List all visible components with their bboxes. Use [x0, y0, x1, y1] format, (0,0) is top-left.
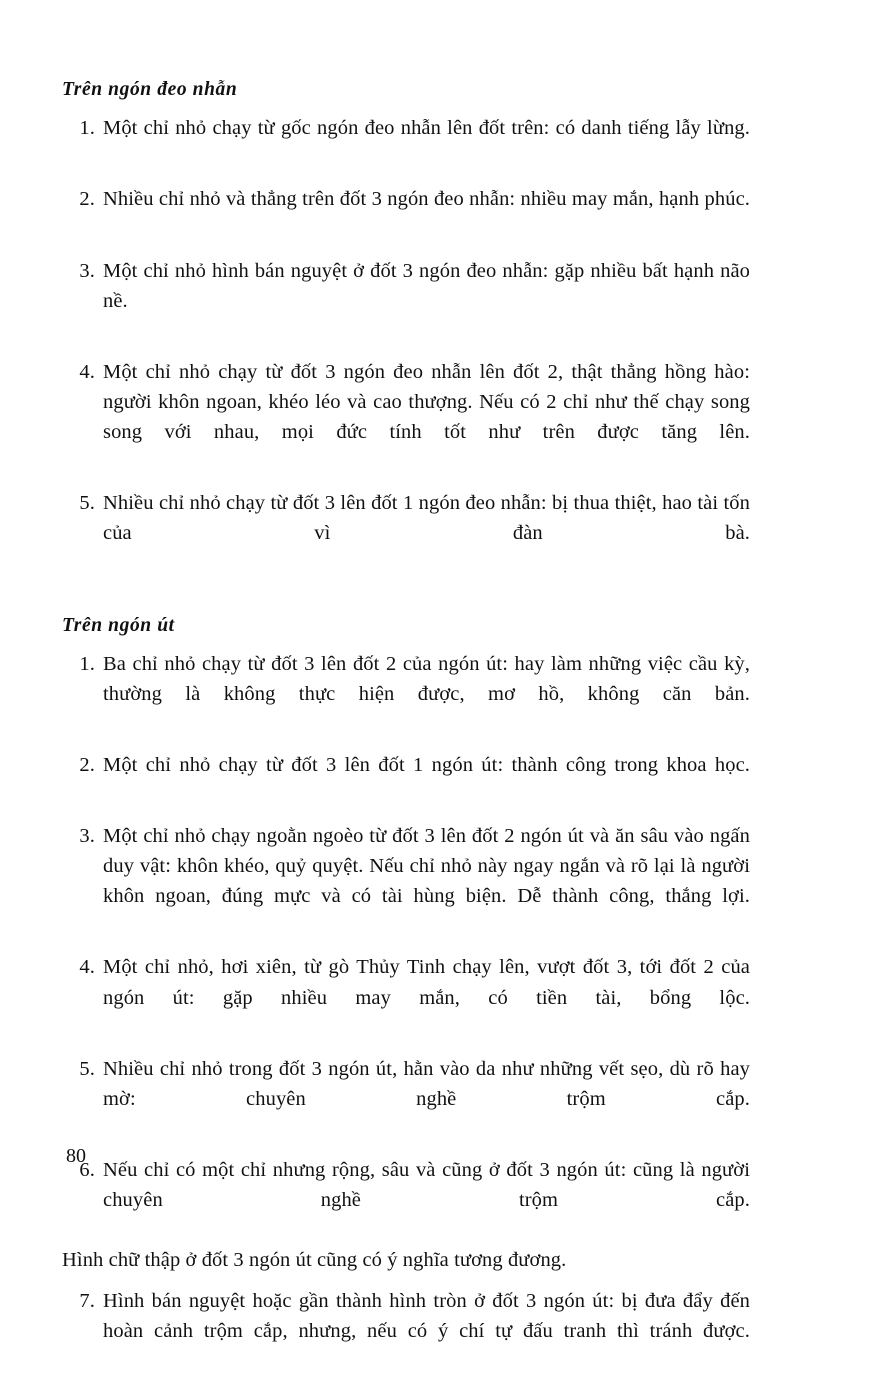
list-marker: 2.: [79, 188, 95, 211]
list-item: [62, 750, 750, 810]
interjection-paragraph: Hình chữ thập ở đốt 3 ngón út cũng có ý nghĩa tương đương.: [62, 1248, 567, 1271]
list-marker: 6.: [79, 1158, 95, 1181]
list-marker: 1.: [79, 653, 95, 676]
list-item-text: Nhiều chỉ nhỏ và thẳng trên đốt 3 ngón đeo nhẫn: nhiều may mắn, hạnh phúc.: [103, 188, 750, 211]
list-item-text: Một chỉ nhỏ chạy từ đốt 3 lên đốt 1 ngón út: thành công trong khoa học.: [103, 754, 750, 777]
list-item-text: Một chỉ nhỏ chạy ngoằn ngoèo từ đốt 3 lên đốt 2 ngón út và ăn sâu vào ngấn duy vật: khôn khéo, quỷ quyệt. Nếu chỉ nhỏ này ngay ngắn và rõ lại là người khôn ngoan, đúng mực và có tài hùng biện. Dễ thành công, thắng lợi.: [103, 825, 750, 908]
list-item: [62, 952, 750, 1042]
list-item-text: Một chỉ nhỏ hình bán nguyệt ở đốt 3 ngón đeo nhẫn: gặp nhiều bất hạnh não nề.: [103, 259, 750, 312]
list-marker: 3.: [79, 825, 95, 848]
list-item: [62, 1286, 750, 1376]
list-marker: 1.: [79, 117, 95, 140]
list-item: [62, 184, 750, 244]
list-item-text: Một chỉ nhỏ chạy từ đốt 3 ngón đeo nhẫn lên đốt 2, thật thẳng hồng hào: người khôn ngoan, khéo léo và cao thượng. Nếu có 2 chỉ như thế chạy song song với nhau, mọi đức tính tốt như trên được tăng lên.: [103, 360, 750, 443]
list-marker: 4.: [79, 956, 95, 979]
list-marker: 5.: [79, 1057, 95, 1080]
list-item: [62, 649, 750, 739]
list-item: [62, 256, 750, 346]
list-item: [62, 113, 750, 173]
list-item-text: Hình bán nguyệt hoặc gần thành hình tròn ở đốt 3 ngón út: bị đưa đẩy đến hoàn cảnh trộm cắp, nhưng, nếu có ý chí tự đấu tranh thì tránh được.: [103, 1289, 750, 1342]
list-ring-finger: [62, 113, 750, 577]
section-heading-ring-finger: Trên ngón đeo nhẫn: [62, 79, 238, 100]
list-item: [62, 821, 750, 941]
list-item-text: Nhiều chỉ nhỏ chạy từ đốt 3 lên đốt 1 ngón đeo nhẫn: bị thua thiệt, hao tài tốn của vì đàn bà.: [103, 491, 750, 544]
list-item: [62, 357, 750, 477]
list-item-text: Nhiều chỉ nhỏ trong đốt 3 ngón út, hằn vào da như những vết sẹo, dù rõ hay mờ: chuyên nghề trộm cắp.: [103, 1057, 750, 1110]
list-item-text: Một chỉ nhỏ chạy từ gốc ngón đeo nhẫn lên đốt trên: có danh tiếng lẫy lừng.: [103, 117, 750, 140]
list-little-finger-part-b: [62, 1286, 750, 1376]
list-marker: 2.: [79, 754, 95, 777]
list-marker: 4.: [79, 360, 95, 383]
list-item-text: Nếu chỉ có một chỉ nhưng rộng, sâu và cũng ở đốt 3 ngón út: cũng là người chuyên nghề trộm cắp.: [103, 1158, 750, 1211]
list-item-text: Một chỉ nhỏ, hơi xiên, từ gò Thủy Tinh chạy lên, vượt đốt 3, tới đốt 2 của ngón út: gặp nhiều may mắn, có tiền tài, bổng lộc.: [103, 956, 750, 1009]
page-number: 80: [66, 1145, 86, 1167]
section-heading-little-finger: Trên ngón út: [62, 614, 175, 636]
list-item: [62, 1054, 750, 1144]
list-marker: 3.: [79, 259, 95, 282]
page-content: [62, 78, 750, 1376]
list-item-text: Ba chỉ nhỏ chạy từ đốt 3 lên đốt 2 của ngón út: hay làm những việc cầu kỳ, thường là không thực hiện được, mơ hồ, không căn bản.: [103, 653, 750, 706]
list-item: [62, 488, 750, 578]
list-marker: 5.: [79, 491, 95, 514]
list-marker: 7.: [79, 1289, 95, 1312]
list-little-finger-part-a: [62, 649, 750, 1245]
